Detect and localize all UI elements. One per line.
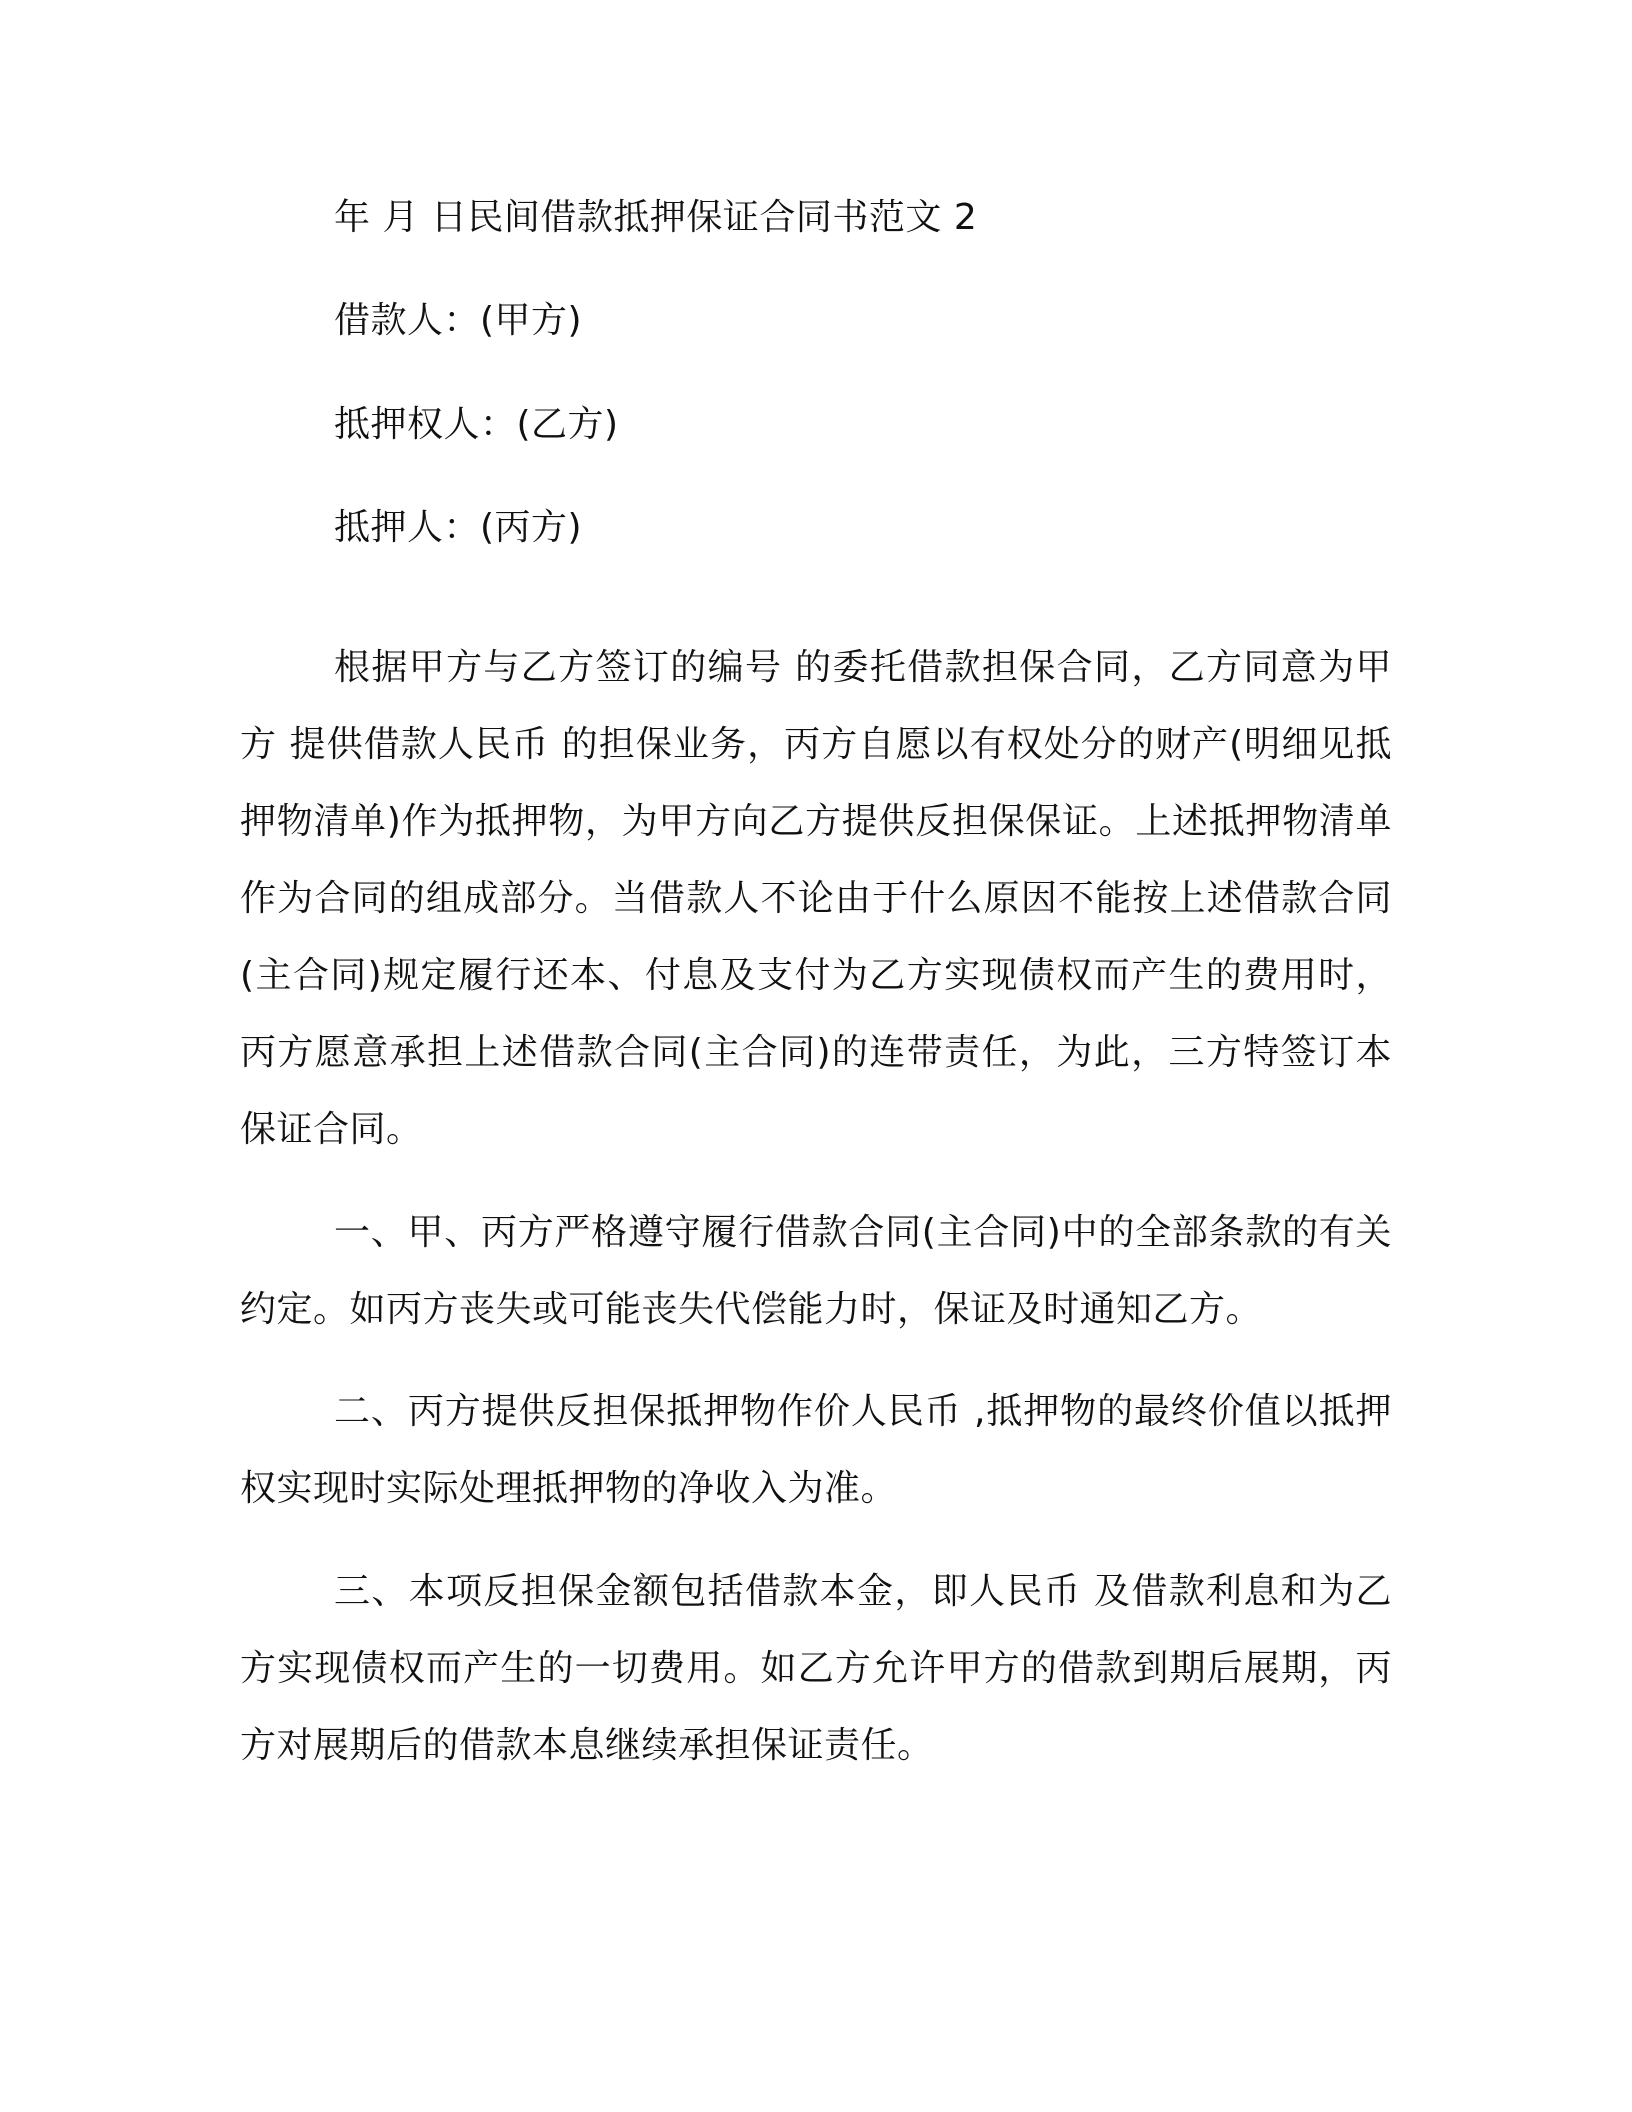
- clause-paragraph: 二、丙方提供反担保抵押物作价人民币 ,抵押物的最终价值以抵押权实现时实际处理抵押物的净收入为准。: [240, 1391, 1392, 1509]
- party-borrower: 借款人：(甲方): [334, 300, 583, 341]
- document-heading: 年 月 日民间借款抵押保证合同书范文 2: [334, 197, 978, 238]
- intro-paragraph: 根据甲方与乙方签订的编号 的委托借款担保合同，乙方同意为甲方 提供借款人民币 的担保业务，丙方自愿以有权处分的财产(明细见抵押物清单)作为抵押物，为甲方向乙方提供反担保保证。上述抵押物清单作为合同的组成部分。当借款人不论由于什么原因不能按上述借款合同(主合同)规定履行还本、付息及支付为乙方实现债权而产生的费用时，丙方愿意承担上述借款合同(主合同)的连带责任，为此，三方特签订本保证合同。: [240, 647, 1392, 1150]
- clause-paragraph: 一、甲、丙方严格遵守履行借款合同(主合同)中的全部条款的有关约定。如丙方丧失或可能丧失代偿能力时，保证及时通知乙方。: [240, 1212, 1392, 1330]
- party-mortgagee: 抵押权人：(乙方): [334, 404, 619, 445]
- party-mortgagor: 抵押人：(丙方): [334, 507, 583, 548]
- clause-paragraph: 三、本项反担保金额包括借款本金，即人民币 及借款利息和为乙方实现债权而产生的一切费用。如乙方允许甲方的借款到期后展期，丙方对展期后的借款本息继续承担保证责任。: [240, 1571, 1392, 1766]
